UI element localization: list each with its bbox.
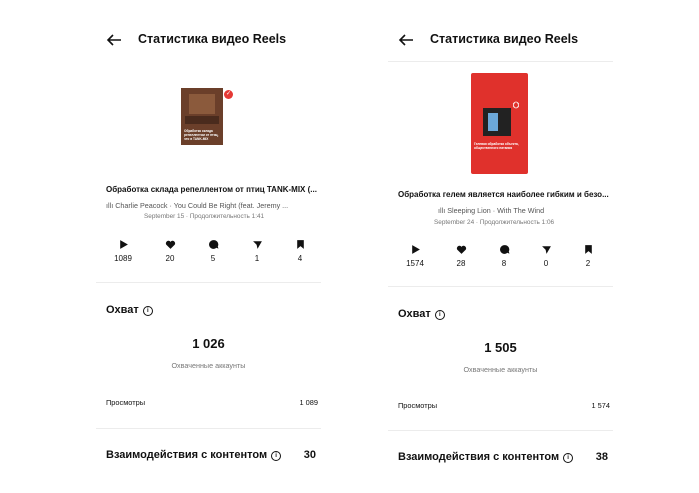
views-label: Просмотры [106, 398, 146, 407]
audio-wave-icon: ıllı [106, 201, 116, 210]
send-icon [252, 239, 263, 250]
likes-stat [150, 239, 190, 263]
plays-count: 1089 [114, 254, 132, 263]
audio-track[interactable] [438, 206, 544, 215]
divider [388, 430, 613, 431]
comments-count: 5 [210, 254, 216, 263]
shares-count: 1 [254, 254, 260, 263]
heart-icon [456, 244, 467, 255]
video-meta: September 24 · Продолжительность 1:06 [434, 219, 555, 226]
reach-title [398, 308, 445, 320]
thumbnail-caption: Гелевая обработка объекта, общественного питания [474, 142, 519, 150]
reach-title-text: Охват [398, 308, 431, 320]
comments-stat [484, 244, 524, 268]
divider [388, 286, 613, 287]
interactions-value: 38 [595, 451, 608, 463]
play-icon [118, 239, 129, 250]
saves-count: 2 [585, 259, 591, 268]
views-value: 1 574 [591, 401, 610, 410]
reach-label: Охваченные аккаунты [171, 361, 246, 370]
stats-row [398, 244, 603, 274]
shares-stat [237, 239, 277, 263]
saves-stat [280, 239, 320, 263]
interactions-value: 30 [303, 449, 316, 461]
comments-count: 8 [501, 259, 507, 268]
interactions-title: Взаимодействия с контентом [398, 451, 560, 463]
likes-count: 20 [165, 254, 175, 263]
stats-row [106, 239, 311, 269]
reach-value: 1 026 [192, 336, 225, 351]
comment-icon [499, 244, 510, 255]
page-title: Статистика видео Reels [138, 32, 287, 46]
bookmark-icon [295, 239, 306, 250]
audio-track-text: Sleeping Lion · With The Wind [447, 206, 545, 215]
page-title: Статистика видео Reels [430, 32, 579, 46]
reach-value: 1 505 [484, 340, 517, 355]
divider [96, 282, 321, 283]
reels-insights-panel-left [96, 0, 326, 493]
likes-stat [441, 244, 481, 268]
reach-label: Охваченные аккаунты [463, 365, 538, 374]
plays-stat [103, 239, 143, 263]
audio-track[interactable] [106, 201, 288, 210]
video-thumbnail[interactable] [181, 88, 223, 145]
interactions-row [106, 449, 316, 461]
bookmark-icon [583, 244, 594, 255]
likes-count: 28 [456, 259, 466, 268]
reels-insights-panel-right [388, 0, 618, 493]
saves-count: 4 [297, 254, 303, 263]
back-arrow-icon[interactable] [398, 32, 414, 48]
shares-stat [526, 244, 566, 268]
info-icon[interactable]: i [143, 306, 153, 316]
shares-count: 0 [543, 259, 549, 268]
comments-stat [193, 239, 233, 263]
reach-title-text: Охват [106, 304, 139, 316]
audio-track-text: Charlie Peacock · You Could Be Right (feat. Jeremy ... [115, 201, 289, 210]
thumbnail-caption: Обработка склада репеллентом от птиц, что в TANK-MIX [184, 129, 219, 141]
video-meta: September 15 · Продолжительность 1:41 [144, 213, 265, 220]
audio-wave-icon: ıllı [438, 206, 448, 215]
info-icon[interactable]: i [435, 310, 445, 320]
divider [388, 61, 613, 62]
info-icon[interactable]: i [271, 451, 281, 461]
bug-icon [511, 99, 521, 109]
views-label: Просмотры [398, 401, 438, 410]
play-icon [410, 244, 421, 255]
header [388, 28, 618, 52]
interactions-row [398, 451, 608, 463]
video-caption: Обработка гелем является наиболее гибким и безо... [398, 190, 609, 199]
saves-stat [568, 244, 608, 268]
info-icon[interactable]: i [563, 453, 573, 463]
interactions-title: Взаимодействия с контентом [106, 449, 268, 461]
verified-check-icon: ✓ [225, 91, 232, 97]
back-arrow-icon[interactable] [106, 32, 122, 48]
video-caption: Обработка склада репеллентом от птиц TANK-MIX (... [106, 185, 317, 194]
reach-title [106, 304, 153, 316]
product-label [488, 113, 498, 131]
video-thumbnail[interactable] [471, 73, 528, 174]
send-icon [541, 244, 552, 255]
heart-icon [165, 239, 176, 250]
header [96, 28, 326, 52]
views-value: 1 089 [299, 398, 318, 407]
divider [96, 428, 321, 429]
plays-stat [395, 244, 435, 268]
comment-icon [208, 239, 219, 250]
plays-count: 1574 [406, 259, 424, 268]
